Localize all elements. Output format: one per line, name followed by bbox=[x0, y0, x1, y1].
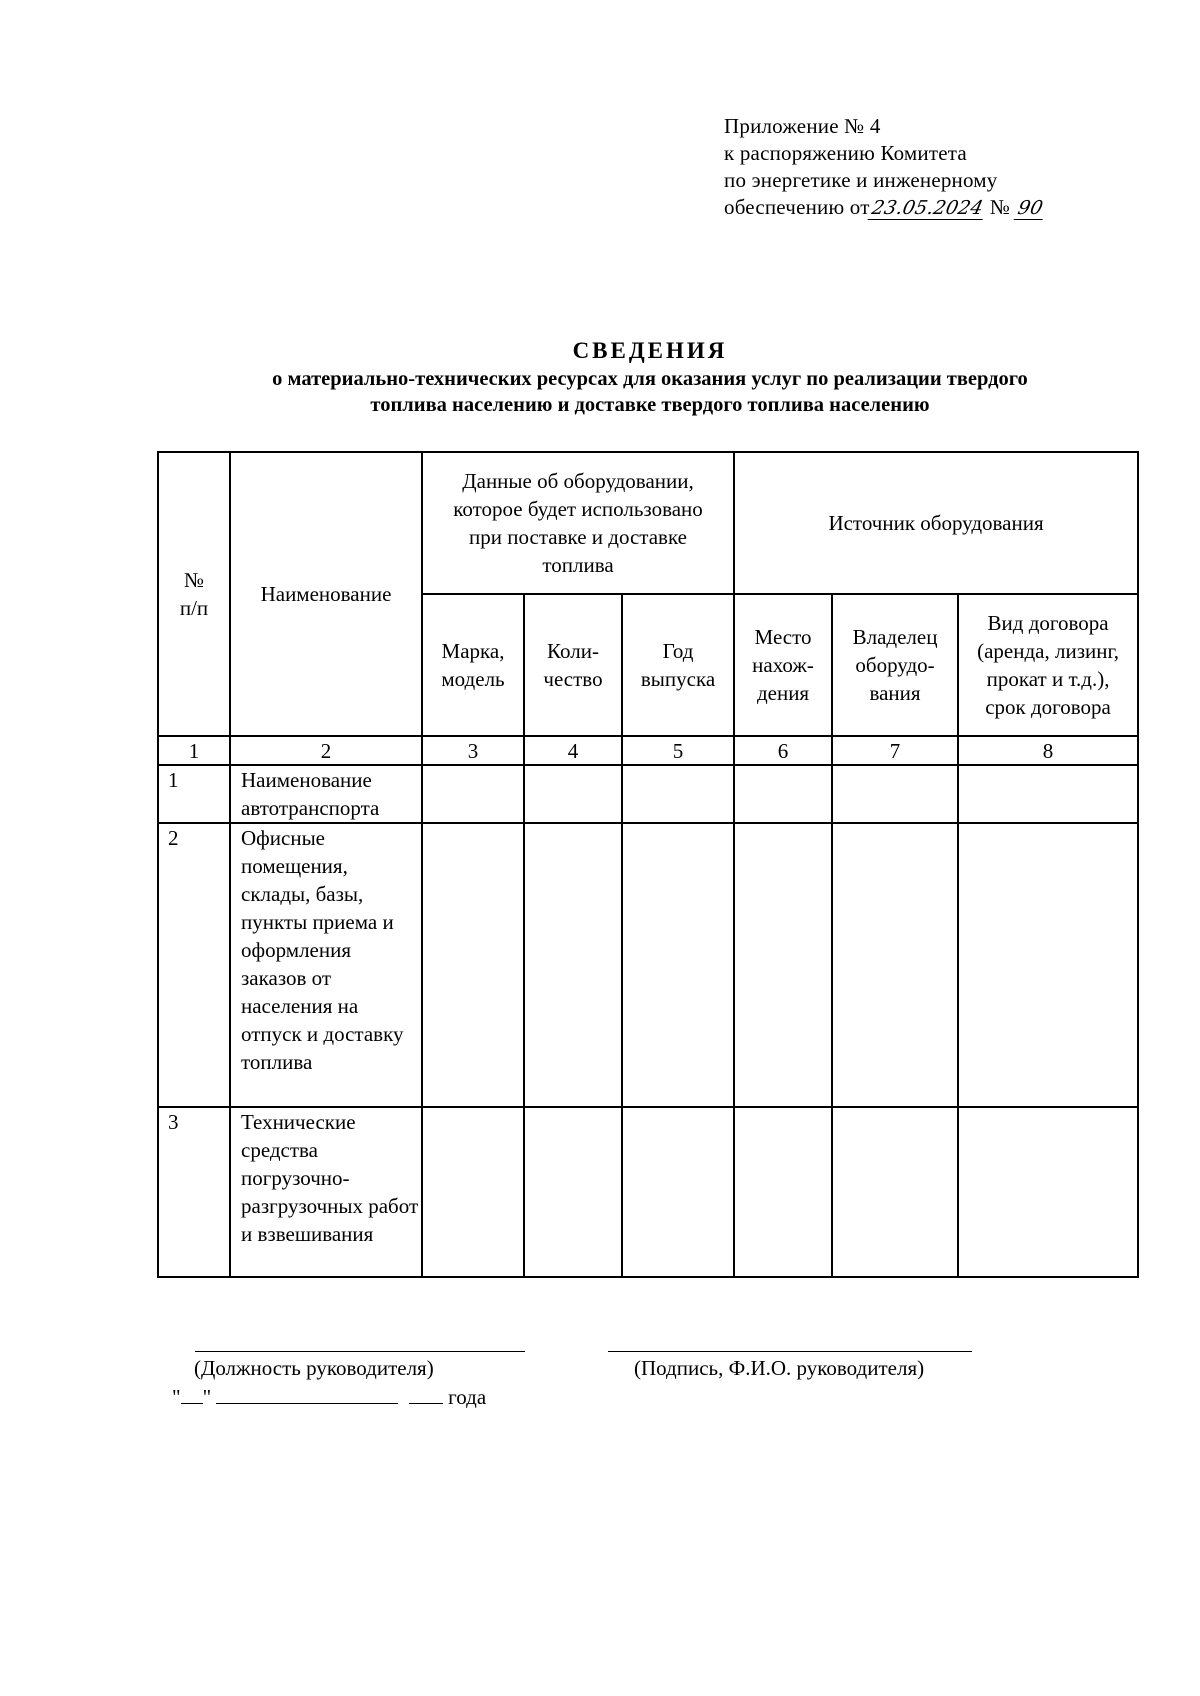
signature-label: (Подпись, Ф.И.О. руководителя) bbox=[634, 1356, 925, 1380]
document-title-block bbox=[150, 336, 1150, 418]
row-number: 1 bbox=[158, 765, 230, 823]
row-number: 2 bbox=[158, 823, 230, 1107]
year-blank bbox=[409, 1383, 443, 1404]
empty-cell bbox=[958, 765, 1138, 823]
empty-cell bbox=[832, 823, 958, 1107]
column-number: 1 bbox=[158, 736, 230, 765]
appendix-line-2: к распоряжению Комитета bbox=[724, 141, 967, 165]
empty-cell bbox=[734, 823, 832, 1107]
document-subtitle-line-2: топлива населению и доставке твердого топлива населению bbox=[370, 394, 930, 416]
day-blank bbox=[181, 1383, 203, 1404]
empty-cell bbox=[524, 1107, 622, 1277]
table-row bbox=[158, 1107, 1138, 1277]
empty-cell bbox=[832, 765, 958, 823]
date-line bbox=[172, 1383, 486, 1410]
column-number: 8 bbox=[958, 736, 1138, 765]
appendix-line-1: Приложение № 4 bbox=[724, 114, 881, 138]
resources-table bbox=[157, 451, 1139, 1278]
month-blank bbox=[216, 1383, 398, 1404]
column-number: 7 bbox=[832, 736, 958, 765]
empty-cell bbox=[524, 823, 622, 1107]
handwritten-date: 23.05.2024 bbox=[867, 197, 987, 220]
header-location: Место нахож-дения bbox=[734, 594, 832, 736]
row-number: 3 bbox=[158, 1107, 230, 1277]
empty-cell bbox=[958, 1107, 1138, 1277]
header-equipment-group: Данные об оборудовании, которое будет использовано при поставке и доставке топлива bbox=[422, 452, 734, 594]
table-row bbox=[158, 765, 1138, 823]
column-number: 6 bbox=[734, 736, 832, 765]
appendix-number-label: № bbox=[989, 195, 1011, 219]
date-quote-open: " bbox=[172, 1385, 181, 1409]
document-subtitle-line-1: о материально-технических ресурсах для оказания услуг по реализации твердого bbox=[272, 368, 1028, 390]
document-title: СВЕДЕНИЯ bbox=[572, 338, 728, 363]
empty-cell bbox=[958, 823, 1138, 1107]
year-label: года bbox=[448, 1385, 487, 1409]
header-owner: Владелец оборудо-вания bbox=[832, 594, 958, 736]
header-name: Наименование bbox=[230, 452, 422, 736]
row-name: Наименование автотранспорта bbox=[230, 765, 422, 823]
empty-cell bbox=[422, 1107, 524, 1277]
appendix-line-3: по энергетике и инженерному bbox=[724, 168, 998, 192]
date-quote-close: " bbox=[202, 1385, 212, 1409]
row-name: Технические средства погрузочно-разгрузочных работ и взвешивания bbox=[230, 1107, 422, 1277]
empty-cell bbox=[832, 1107, 958, 1277]
position-label: (Должность руководителя) bbox=[194, 1356, 434, 1380]
column-number: 5 bbox=[622, 736, 734, 765]
column-number: 3 bbox=[422, 736, 524, 765]
handwritten-number: 90 bbox=[1013, 197, 1046, 220]
header-contract: Вид договора (аренда, лизинг, прокат и т.д.), срок договора bbox=[958, 594, 1138, 736]
appendix-header bbox=[724, 113, 1044, 221]
row-name: Офисные помещения, склады, базы, пункты приема и оформления заказов от населения на отпуск и доставку топлива bbox=[230, 823, 422, 1107]
header-quantity: Коли-чество bbox=[524, 594, 622, 736]
empty-cell bbox=[734, 1107, 832, 1277]
empty-cell bbox=[422, 823, 524, 1107]
empty-cell bbox=[524, 765, 622, 823]
position-signature-line bbox=[195, 1351, 525, 1352]
header-year: Год выпуска bbox=[622, 594, 734, 736]
name-signature-line bbox=[608, 1351, 972, 1352]
empty-cell bbox=[734, 765, 832, 823]
header-num: № п/п bbox=[158, 452, 230, 736]
empty-cell bbox=[622, 765, 734, 823]
empty-cell bbox=[622, 823, 734, 1107]
column-number: 2 bbox=[230, 736, 422, 765]
empty-cell bbox=[622, 1107, 734, 1277]
appendix-date-prefix: обеспечению от bbox=[724, 195, 870, 219]
table-row bbox=[158, 823, 1138, 1107]
header-brand: Марка, модель bbox=[422, 594, 524, 736]
appendix-line-4 bbox=[724, 194, 1044, 221]
column-number-row bbox=[158, 736, 1138, 765]
header-source-group: Источник оборудования bbox=[734, 452, 1138, 594]
empty-cell bbox=[422, 765, 524, 823]
column-number: 4 bbox=[524, 736, 622, 765]
